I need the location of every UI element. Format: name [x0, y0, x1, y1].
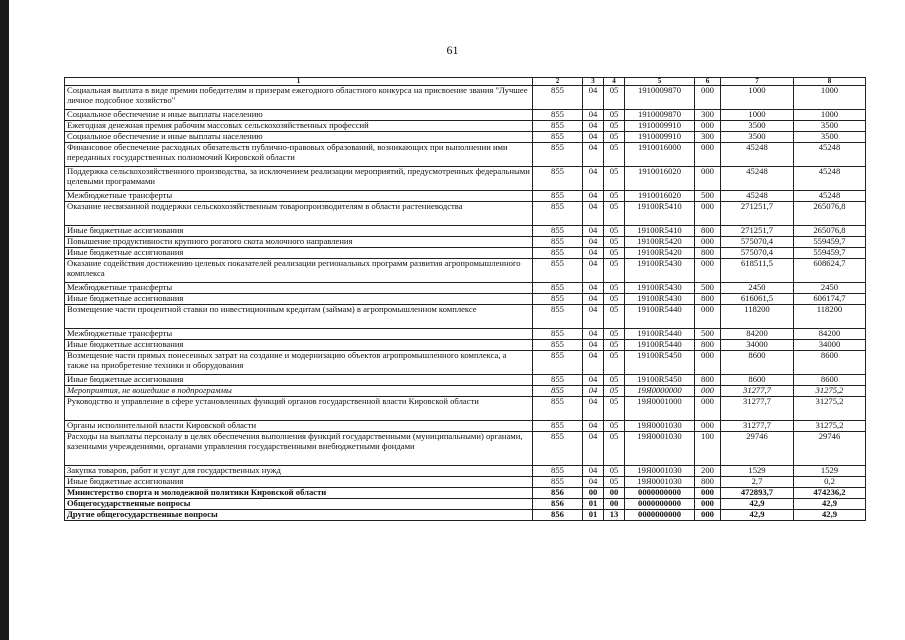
row-name-cell: Ежегодная денежная премия рабочим массовых сельскохозяйственных профессий	[65, 121, 533, 132]
amount-year2-cell: 8600	[794, 375, 866, 386]
section-code-cell: 04	[583, 386, 604, 397]
row-name-cell: Органы исполнительной власти Кировской области	[65, 421, 533, 432]
amount-year2-cell: 29746	[794, 432, 866, 466]
table-row	[65, 132, 866, 143]
row-name-cell: Расходы на выплаты персоналу в целях обеспечения выполнения функций государственными (муниципальными) органами, казенными учреждениями, органами управления государственными внебюджетными фондами	[65, 432, 533, 466]
amount-year1-cell: 618511,5	[721, 259, 794, 283]
expense-type-cell: 000	[695, 143, 721, 167]
ministry-code-cell: 856	[533, 499, 583, 510]
subsection-code-cell: 05	[604, 167, 625, 191]
subsection-code-cell: 05	[604, 340, 625, 351]
subsection-code-cell: 05	[604, 305, 625, 329]
target-article-cell: 19100R5440	[625, 329, 695, 340]
amount-year1-cell: 2,7	[721, 477, 794, 488]
ministry-code-cell: 855	[533, 305, 583, 329]
amount-year1-cell: 1529	[721, 466, 794, 477]
row-name-cell: Другие общегосударственные вопросы	[65, 510, 533, 521]
ministry-code-cell: 855	[533, 386, 583, 397]
target-article-cell: 19Я0001030	[625, 477, 695, 488]
header-cell: 1	[65, 78, 533, 86]
amount-year1-cell: 31277,7	[721, 397, 794, 421]
amount-year2-cell: 42,9	[794, 510, 866, 521]
amount-year2-cell: 118200	[794, 305, 866, 329]
ministry-code-cell: 855	[533, 86, 583, 110]
section-code-cell: 04	[583, 143, 604, 167]
table-row	[65, 351, 866, 375]
ministry-code-cell: 855	[533, 397, 583, 421]
target-article-cell: 19Я0000000	[625, 386, 695, 397]
row-name-cell: Социальное обеспечение и иные выплаты населению	[65, 132, 533, 143]
subsection-code-cell: 05	[604, 386, 625, 397]
row-name-cell: Оказание несвязанной поддержки сельскохозяйственным товаропроизводителям в области растениеводства	[65, 202, 533, 226]
ministry-code-cell: 855	[533, 202, 583, 226]
expense-type-cell: 000	[695, 510, 721, 521]
expense-type-cell: 300	[695, 110, 721, 121]
amount-year2-cell: 0,2	[794, 477, 866, 488]
expense-type-cell: 000	[695, 397, 721, 421]
table-row	[65, 499, 866, 510]
budget-table	[64, 77, 866, 521]
row-name-cell: Социальная выплата в виде премии победителям и призерам ежегодного областного конкурса на присвоение звания "Лучшее личное подсобное хозяйство"	[65, 86, 533, 110]
section-code-cell: 04	[583, 283, 604, 294]
ministry-code-cell: 855	[533, 226, 583, 237]
ministry-code-cell: 855	[533, 294, 583, 305]
expense-type-cell: 100	[695, 432, 721, 466]
amount-year2-cell: 559459,7	[794, 237, 866, 248]
amount-year1-cell: 29746	[721, 432, 794, 466]
target-article-cell: 19Я0001030	[625, 466, 695, 477]
amount-year1-cell: 1000	[721, 86, 794, 110]
subsection-code-cell: 05	[604, 86, 625, 110]
target-article-cell: 0000000000	[625, 499, 695, 510]
table-row	[65, 283, 866, 294]
ministry-code-cell: 855	[533, 167, 583, 191]
amount-year2-cell: 34000	[794, 340, 866, 351]
expense-type-cell: 500	[695, 191, 721, 202]
expense-type-cell: 000	[695, 121, 721, 132]
table-row	[65, 397, 866, 421]
subsection-code-cell: 05	[604, 191, 625, 202]
ministry-code-cell: 855	[533, 237, 583, 248]
expense-type-cell: 000	[695, 86, 721, 110]
section-code-cell: 04	[583, 329, 604, 340]
target-article-cell: 1910009870	[625, 110, 695, 121]
expense-type-cell: 300	[695, 132, 721, 143]
table-row	[65, 110, 866, 121]
row-name-cell: Межбюджетные трансферты	[65, 283, 533, 294]
amount-year1-cell: 42,9	[721, 499, 794, 510]
amount-year2-cell: 265076,8	[794, 202, 866, 226]
ministry-code-cell: 855	[533, 283, 583, 294]
section-code-cell: 01	[583, 510, 604, 521]
section-code-cell: 04	[583, 110, 604, 121]
amount-year1-cell: 34000	[721, 340, 794, 351]
row-name-cell: Общегосударственные вопросы	[65, 499, 533, 510]
table-row	[65, 386, 866, 397]
ministry-code-cell: 855	[533, 375, 583, 386]
amount-year1-cell: 472893,7	[721, 488, 794, 499]
amount-year1-cell: 616061,5	[721, 294, 794, 305]
table-row	[65, 191, 866, 202]
section-code-cell: 04	[583, 167, 604, 191]
table-row	[65, 121, 866, 132]
row-name-cell: Иные бюджетные ассигнования	[65, 294, 533, 305]
expense-type-cell: 000	[695, 167, 721, 191]
row-name-cell: Иные бюджетные ассигнования	[65, 375, 533, 386]
expense-type-cell: 000	[695, 305, 721, 329]
ministry-code-cell: 855	[533, 191, 583, 202]
header-cell: 7	[721, 78, 794, 86]
header-cell: 5	[625, 78, 695, 86]
table-row	[65, 340, 866, 351]
expense-type-cell: 800	[695, 248, 721, 259]
amount-year1-cell: 45248	[721, 143, 794, 167]
row-name-cell: Мероприятия, не вошедшие в подпрограммы	[65, 386, 533, 397]
ministry-code-cell: 855	[533, 248, 583, 259]
table-row	[65, 259, 866, 283]
amount-year1-cell: 2450	[721, 283, 794, 294]
ministry-code-cell: 856	[533, 510, 583, 521]
amount-year2-cell: 3500	[794, 121, 866, 132]
header-cell: 3	[583, 78, 604, 86]
amount-year1-cell: 42,9	[721, 510, 794, 521]
row-name-cell: Иные бюджетные ассигнования	[65, 248, 533, 259]
header-cell: 4	[604, 78, 625, 86]
subsection-code-cell: 05	[604, 259, 625, 283]
section-code-cell: 04	[583, 340, 604, 351]
target-article-cell: 19100R5420	[625, 248, 695, 259]
section-code-cell: 04	[583, 351, 604, 375]
page-number: 61	[446, 43, 459, 57]
table-row	[65, 167, 866, 191]
expense-type-cell: 000	[695, 237, 721, 248]
subsection-code-cell: 05	[604, 351, 625, 375]
expense-type-cell: 800	[695, 294, 721, 305]
target-article-cell: 19100R5430	[625, 259, 695, 283]
expense-type-cell: 800	[695, 340, 721, 351]
ministry-code-cell: 855	[533, 259, 583, 283]
table-row	[65, 329, 866, 340]
amount-year2-cell: 1000	[794, 86, 866, 110]
ministry-code-cell: 855	[533, 432, 583, 466]
expense-type-cell: 200	[695, 466, 721, 477]
amount-year2-cell: 2450	[794, 283, 866, 294]
amount-year2-cell: 84200	[794, 329, 866, 340]
target-article-cell: 19100R5440	[625, 305, 695, 329]
section-code-cell: 00	[583, 488, 604, 499]
target-article-cell: 19100R5440	[625, 340, 695, 351]
amount-year1-cell: 84200	[721, 329, 794, 340]
amount-year1-cell: 8600	[721, 375, 794, 386]
table-row	[65, 432, 866, 466]
subsection-code-cell: 05	[604, 143, 625, 167]
amount-year1-cell: 271251,7	[721, 226, 794, 237]
row-name-cell: Поддержка сельскохозяйственного производства, за исключением реализации мероприятий, предусмотренных федеральными целевыми программами	[65, 167, 533, 191]
target-article-cell: 0000000000	[625, 488, 695, 499]
expense-type-cell: 500	[695, 283, 721, 294]
table-header-row	[65, 78, 866, 86]
amount-year2-cell: 608624,7	[794, 259, 866, 283]
ministry-code-cell: 855	[533, 421, 583, 432]
amount-year1-cell: 271251,7	[721, 202, 794, 226]
subsection-code-cell: 05	[604, 283, 625, 294]
expense-type-cell: 000	[695, 351, 721, 375]
target-article-cell: 19100R5450	[625, 351, 695, 375]
section-code-cell: 04	[583, 421, 604, 432]
amount-year1-cell: 1000	[721, 110, 794, 121]
section-code-cell: 04	[583, 375, 604, 386]
subsection-code-cell: 05	[604, 202, 625, 226]
amount-year2-cell: 3500	[794, 132, 866, 143]
amount-year1-cell: 45248	[721, 191, 794, 202]
subsection-code-cell: 05	[604, 226, 625, 237]
table-row	[65, 237, 866, 248]
expense-type-cell: 800	[695, 226, 721, 237]
row-name-cell: Иные бюджетные ассигнования	[65, 226, 533, 237]
ministry-code-cell: 855	[533, 351, 583, 375]
expense-type-cell: 000	[695, 488, 721, 499]
section-code-cell: 04	[583, 132, 604, 143]
table-row	[65, 421, 866, 432]
subsection-code-cell: 05	[604, 421, 625, 432]
table-body	[65, 86, 866, 521]
expense-type-cell: 800	[695, 375, 721, 386]
target-article-cell: 19100R5430	[625, 294, 695, 305]
subsection-code-cell: 05	[604, 329, 625, 340]
row-name-cell: Социальное обеспечение и иные выплаты населению	[65, 110, 533, 121]
amount-year2-cell: 474236,2	[794, 488, 866, 499]
amount-year2-cell: 45248	[794, 167, 866, 191]
section-code-cell: 04	[583, 305, 604, 329]
expense-type-cell: 000	[695, 202, 721, 226]
subsection-code-cell: 05	[604, 477, 625, 488]
amount-year1-cell: 31277,7	[721, 386, 794, 397]
header-cell: 6	[695, 78, 721, 86]
target-article-cell: 19100R5420	[625, 237, 695, 248]
amount-year1-cell: 8600	[721, 351, 794, 375]
row-name-cell: Иные бюджетные ассигнования	[65, 477, 533, 488]
row-name-cell: Оказание содействия достижению целевых показателей реализации региональных программ развития агропромышленного комплекса	[65, 259, 533, 283]
target-article-cell: 1910009870	[625, 86, 695, 110]
expense-type-cell: 000	[695, 259, 721, 283]
section-code-cell: 01	[583, 499, 604, 510]
subsection-code-cell: 05	[604, 237, 625, 248]
amount-year1-cell: 31277,7	[721, 421, 794, 432]
amount-year2-cell: 1000	[794, 110, 866, 121]
table-row	[65, 226, 866, 237]
row-name-cell: Руководство и управление в сфере установленных функций органов государственной власти Кировской области	[65, 397, 533, 421]
target-article-cell: 1910009910	[625, 121, 695, 132]
ministry-code-cell: 855	[533, 143, 583, 167]
row-name-cell: Межбюджетные трансферты	[65, 191, 533, 202]
section-code-cell: 04	[583, 248, 604, 259]
amount-year2-cell: 45248	[794, 143, 866, 167]
target-article-cell: 19Я0001000	[625, 397, 695, 421]
expense-type-cell: 500	[695, 329, 721, 340]
amount-year1-cell: 118200	[721, 305, 794, 329]
target-article-cell: 19100R5410	[625, 202, 695, 226]
ministry-code-cell: 855	[533, 121, 583, 132]
table-row	[65, 375, 866, 386]
subsection-code-cell: 05	[604, 466, 625, 477]
amount-year2-cell: 31275,2	[794, 386, 866, 397]
section-code-cell: 04	[583, 397, 604, 421]
table-row	[65, 248, 866, 259]
target-article-cell: 19100R5410	[625, 226, 695, 237]
target-article-cell: 19Я0001030	[625, 432, 695, 466]
ministry-code-cell: 856	[533, 488, 583, 499]
section-code-cell: 04	[583, 294, 604, 305]
table-row	[65, 143, 866, 167]
row-name-cell: Межбюджетные трансферты	[65, 329, 533, 340]
amount-year2-cell: 559459,7	[794, 248, 866, 259]
amount-year2-cell: 31275,2	[794, 397, 866, 421]
subsection-code-cell: 05	[604, 432, 625, 466]
amount-year1-cell: 575070,4	[721, 237, 794, 248]
target-article-cell: 19100R5430	[625, 283, 695, 294]
table-row	[65, 294, 866, 305]
amount-year2-cell: 45248	[794, 191, 866, 202]
expense-type-cell: 000	[695, 421, 721, 432]
row-name-cell: Повышение продуктивности крупного рогатого скота молочного направления	[65, 237, 533, 248]
ministry-code-cell: 855	[533, 477, 583, 488]
row-name-cell: Закупка товаров, работ и услуг для государственных нужд	[65, 466, 533, 477]
expense-type-cell: 800	[695, 477, 721, 488]
table-row	[65, 86, 866, 110]
subsection-code-cell: 05	[604, 294, 625, 305]
amount-year2-cell: 8600	[794, 351, 866, 375]
subsection-code-cell: 05	[604, 110, 625, 121]
subsection-code-cell: 05	[604, 248, 625, 259]
subsection-code-cell: 00	[604, 488, 625, 499]
ministry-code-cell: 855	[533, 132, 583, 143]
ministry-code-cell: 855	[533, 110, 583, 121]
amount-year1-cell: 45248	[721, 167, 794, 191]
subsection-code-cell: 05	[604, 397, 625, 421]
row-name-cell: Министерство спорта и молодежной политики Кировской области	[65, 488, 533, 499]
target-article-cell: 19Я0001030	[625, 421, 695, 432]
section-code-cell: 04	[583, 466, 604, 477]
table-row	[65, 477, 866, 488]
header-cell: 8	[794, 78, 866, 86]
target-article-cell: 19100R5450	[625, 375, 695, 386]
section-code-cell: 04	[583, 191, 604, 202]
ministry-code-cell: 855	[533, 329, 583, 340]
target-article-cell: 1910016000	[625, 143, 695, 167]
amount-year2-cell: 265076,8	[794, 226, 866, 237]
subsection-code-cell: 05	[604, 121, 625, 132]
subsection-code-cell: 05	[604, 375, 625, 386]
section-code-cell: 04	[583, 477, 604, 488]
target-article-cell: 1910009910	[625, 132, 695, 143]
amount-year1-cell: 3500	[721, 121, 794, 132]
row-name-cell: Возмещение части прямых понесенных затрат на создание и модернизацию объектов агропромышленного комплекса, а также на приобретение техники и оборудования	[65, 351, 533, 375]
subsection-code-cell: 13	[604, 510, 625, 521]
section-code-cell: 04	[583, 202, 604, 226]
ministry-code-cell: 855	[533, 466, 583, 477]
ministry-code-cell: 855	[533, 340, 583, 351]
row-name-cell: Возмещение части процентной ставки по инвестиционным кредитам (займам) в агропромышленном комплексе	[65, 305, 533, 329]
section-code-cell: 04	[583, 237, 604, 248]
section-code-cell: 04	[583, 86, 604, 110]
amount-year1-cell: 3500	[721, 132, 794, 143]
left-edge-bar	[0, 0, 9, 640]
target-article-cell: 1910016020	[625, 167, 695, 191]
amount-year2-cell: 31275,2	[794, 421, 866, 432]
row-name-cell: Финансовое обеспечение расходных обязательств публично-правовых образований, возникающих при выполнении ими переданных государственных полномочий Кировской области	[65, 143, 533, 167]
target-article-cell: 1910016020	[625, 191, 695, 202]
table-row	[65, 488, 866, 499]
table-row	[65, 202, 866, 226]
table-row	[65, 466, 866, 477]
table-row	[65, 305, 866, 329]
subsection-code-cell: 05	[604, 132, 625, 143]
section-code-cell: 04	[583, 432, 604, 466]
row-name-cell: Иные бюджетные ассигнования	[65, 340, 533, 351]
amount-year2-cell: 1529	[794, 466, 866, 477]
amount-year1-cell: 575070,4	[721, 248, 794, 259]
amount-year2-cell: 606174,7	[794, 294, 866, 305]
section-code-cell: 04	[583, 226, 604, 237]
table-row	[65, 510, 866, 521]
section-code-cell: 04	[583, 259, 604, 283]
expense-type-cell: 000	[695, 499, 721, 510]
subsection-code-cell: 00	[604, 499, 625, 510]
target-article-cell: 0000000000	[625, 510, 695, 521]
expense-type-cell: 000	[695, 386, 721, 397]
section-code-cell: 04	[583, 121, 604, 132]
header-cell: 2	[533, 78, 583, 86]
amount-year2-cell: 42,9	[794, 499, 866, 510]
